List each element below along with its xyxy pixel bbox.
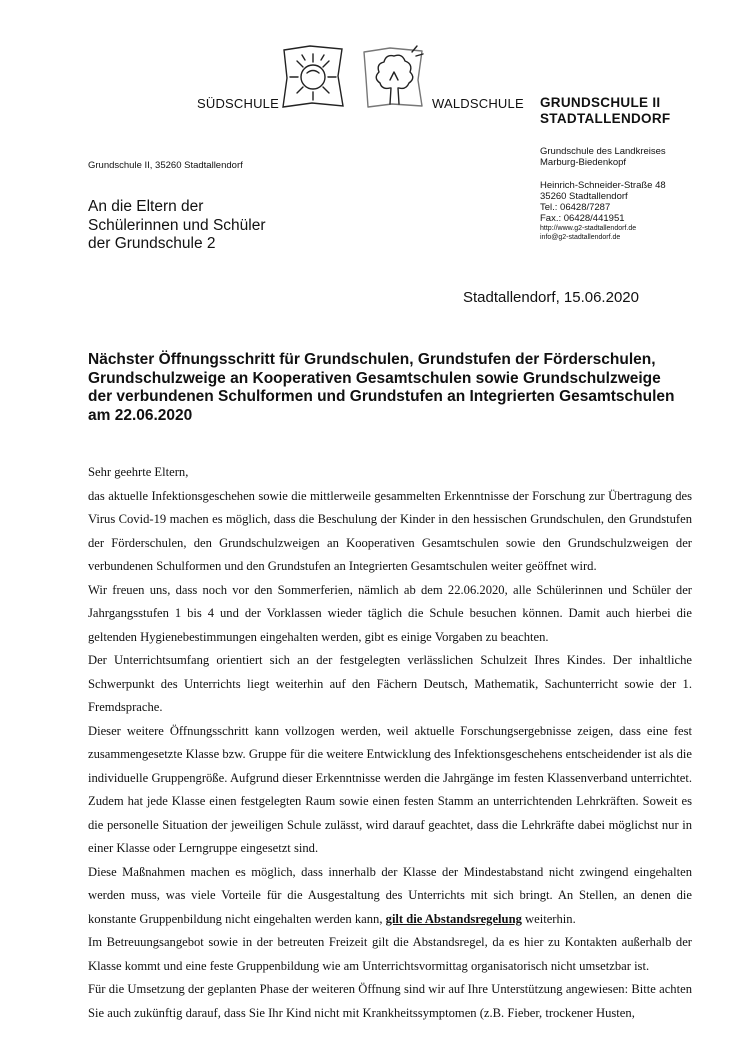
school-name [540,95,670,127]
body-paragraph-2: Wir freuen uns, dass noch vor den Sommerferien, nämlich ab dem 22.06.2020, alle Schülerinnen und Schüler der Jahrgangsstufen 1 bis 4 und der Vorklassen wieder täglich die Schule besuchen können. Damit auch hierbei die geltenden Hygienebestimmungen eingehalten werden, gibt es einige Vorgaben zu beachten. [88,582,692,644]
body-paragraph-6: Im Betreuungsangebot sowie in der betreuten Freizeit gilt die Abstandsregel, da es hier zu Kontakten außerhalb der Klasse kommt und eine feste Gruppenbildung wie am Unterrichtsvormittag organisatorisch nicht umsetzbar ist. [88,935,692,973]
school-info [540,146,666,242]
body-paragraph-5 [88,861,692,932]
body-paragraph-3: Der Unterrichtsumfang orientiert sich an der festgelegten verlässlichen Schulzeit Ihres Kindes. Der inhaltliche Schwerpunkt des Unterrichts liegt weiterhin auf den Fächern Deutsch, Mathematik, Sachunterricht sowie der 1. Fremdsprache. [88,653,692,714]
letter-body [88,461,692,1025]
school-fax: Fax.: 06428/441951 [540,213,625,224]
school-name-line1: GRUNDSCHULE II [540,95,661,110]
salutation: Sehr geehrte Eltern, [88,465,189,479]
recipient-line1: An die Eltern der [88,198,204,215]
school-name-line2: STADTALLENDORF [540,111,671,126]
return-address: Grundschule II, 35260 Stadtallendorf [88,160,243,171]
body-paragraph-7: Für die Umsetzung der geplanten Phase der weiteren Öffnung sind wir auf Ihre Unterstützung angewiesen: Bitte achten Sie auch zukünftig darauf, dass Sie Ihr Kind nicht mit Krankheitssymptomen (z.B. Fieber, trockener Husten, [88,982,692,1020]
letter-subject: Nächster Öffnungsschritt für Grundschulen, Grundstufen der Förderschulen, Grundschulzweige an Kooperativen Gesamtschulen sowie Grundschulzweige der verbundenen Schulformen und Grundstufen an Integrierten Gesamtschulen am 22.06.2020 [88,351,675,424]
body-paragraph-1: das aktuelle Infektionsgeschehen sowie die mittlerweile gesammelten Erkenntnisse der Forschung zur Übertragung des Virus Covid-19 machen es möglich, dass die Beschulung der Kinder in den hessischen Grundschulen, den Grundstufen der Förderschulen, den Grundschulzweigen an Kooperativen Gesamtschulen sowie den Grundschulzweigen der verbundenen Schulformen und den Grundstufen an Integrierten Gesamtschulen weiter geöffnet wird. [88,488,692,573]
school-type-line1: Grundschule des Landkreises [540,146,666,157]
recipient-line2: Schülerinnen und Schüler [88,216,266,234]
body-paragraph-4: Dieser weitere Öffnungsschritt kann vollzogen werden, weil aktuelle Forschungsergebnisse zeigen, dass eine fest zusammengesetzte Klasse bzw. Gruppe für die weitere Entwicklung des Infektionsgeschehens entscheidender ist als die individuelle Gruppengröße. Aufgrund dieser Erkenntnisse werden die Jahrgänge im festen Klassenverband unterrichtet. Zudem hat jede Klasse einen festgelegten Raum sowie einen festen Stamm an unterrichtenden Lehrkräften. Soweit es die personelle Situation der jeweiligen Schule zulässt, wird darauf geachtet, dass die Lehrkräfte dabei möglichst nur in einer Klasse oder Lerngruppe eingesetzt sind. [88,723,692,855]
letter-date: Stadtallendorf, 15.06.2020 [463,289,639,306]
school-web: http://www.g2-stadtallendorf.de [540,225,637,232]
distance-rule-emphasis: gilt die Abstandsregelung [385,911,522,926]
school-left-label: SÜDSCHULE [197,96,279,111]
recipient-line3: der Grundschule 2 [88,235,216,252]
school-right-label: WALDSCHULE [432,96,524,111]
school-city: 35260 Stadtallendorf [540,191,628,202]
paragraph-5-end: weiterhin. [525,911,576,926]
school-type-line2: Marburg-Biedenkopf [540,157,627,168]
recipient-address [88,198,266,254]
sun-icon [278,42,348,112]
school-tel: Tel.: 06428/7287 [540,202,611,213]
school-street: Heinrich-Schneider-Straße 48 [540,180,666,191]
tree-icon [360,42,430,112]
paragraph-5-start: Diese Maßnahmen machen es möglich, dass innerhalb der Klasse der Mindestabstand nicht zwingend eingehalten werden muss, was viele Vorteile für die Ausgestaltung des Unterrichts mit sich bringt. An Stellen, an denen die konstante Gruppenbildung nicht eingehalten werden kann, [88,864,692,926]
school-email: info@g2-stadtallendorf.de [540,234,621,241]
